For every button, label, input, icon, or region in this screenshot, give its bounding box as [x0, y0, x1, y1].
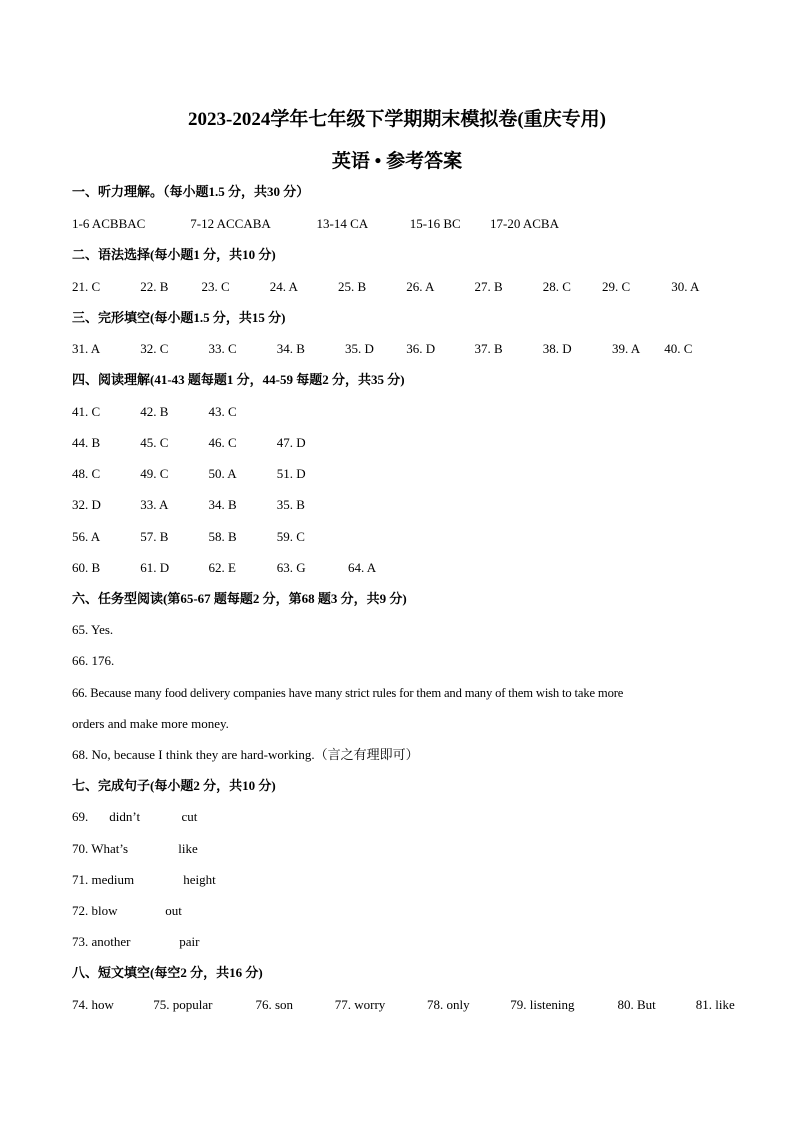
answer-item: 39. A [612, 341, 641, 356]
answer-item: 58. B [208, 529, 237, 544]
answer-word: 73. another [72, 934, 131, 949]
answer-item: 22. B [140, 279, 169, 294]
answer-68: 68. No, because I think they are hard-working.（言之有理即可） [72, 747, 419, 762]
answer-item: 81. like [695, 997, 735, 1012]
answer-item: 51. D [276, 466, 306, 481]
answer-word: like [178, 841, 198, 856]
answer-65: 65. Yes. [72, 622, 114, 637]
section-3-heading: 三、完形填空(每小题1.5 分，共15 分) [72, 310, 286, 325]
section-2-answers [72, 278, 734, 296]
answer-item: 35. D [345, 341, 374, 356]
answer-70 [72, 840, 734, 858]
answer-item: 40. C [664, 341, 693, 356]
answer-item: 64. A [348, 560, 377, 575]
answer-word: 71. medium [72, 872, 135, 887]
answer-item: 44. B [72, 435, 101, 450]
answer-item: 35. B [276, 497, 305, 512]
answer-item: 57. B [140, 529, 169, 544]
answer-item: 28. C [542, 279, 571, 294]
section-4-row [72, 403, 734, 421]
section-4-row [72, 496, 734, 514]
answer-number: 69. [72, 809, 89, 824]
answer-item: 34. B [208, 497, 237, 512]
answer-item: 47. D [276, 435, 306, 450]
answer-item: 23. C [201, 279, 230, 294]
answer-item: 32. C [140, 341, 169, 356]
answer-item: 45. C [140, 435, 169, 450]
page-subtitle: 英语 • 参考答案 [331, 151, 463, 172]
section-3-answers [72, 340, 734, 358]
section-4-row [72, 528, 734, 546]
answer-item: 15-16 BC [409, 216, 461, 231]
section-1-answers [72, 215, 734, 233]
answer-item: 29. C [602, 279, 631, 294]
answer-item: 33. C [208, 341, 237, 356]
answer-item: 32. D [72, 497, 101, 512]
answer-item: 59. C [276, 529, 305, 544]
answer-71 [72, 871, 734, 889]
answer-item: 24. A [269, 279, 298, 294]
answer-item: 31. A [72, 341, 101, 356]
answer-item: 63. G [276, 560, 306, 575]
answer-72 [72, 902, 734, 920]
answer-item: 49. C [140, 466, 169, 481]
answer-item: 7-12 ACCABA [190, 216, 271, 231]
answer-word: height [183, 872, 216, 887]
answer-item: 36. D [406, 341, 436, 356]
answer-item: 43. C [208, 404, 237, 419]
section-8-answers [72, 996, 734, 1014]
section-7-heading: 七、完成句子(每小题2 分，共10 分) [72, 778, 276, 793]
section-6-heading: 六、任务型阅读(第65-67 题每题2 分，第68 题3 分，共9 分) [72, 591, 407, 606]
answer-item: 56. A [72, 529, 101, 544]
answer-word: didn’t [109, 809, 141, 824]
answer-item: 60. B [72, 560, 101, 575]
answer-item: 30. A [671, 279, 700, 294]
answer-item: 77. worry [334, 997, 386, 1012]
answer-item: 33. A [140, 497, 169, 512]
answer-67-line-1: 66. Because many food delivery companies have many strict rules for them and many of them wish to take more [72, 686, 624, 700]
answer-item: 34. B [276, 341, 305, 356]
section-8-heading: 八、短文填空(每空2 分，共16 分) [72, 965, 263, 980]
section-4-heading: 四、阅读理解(41-43 题每题1 分，44-59 每题2 分，共35 分) [72, 372, 405, 387]
answer-item: 79. listening [510, 997, 575, 1012]
answer-item: 1-6 ACBBAC [72, 216, 146, 231]
answer-word: pair [179, 934, 200, 949]
answer-item: 42. B [140, 404, 169, 419]
answer-item: 62. E [208, 560, 236, 575]
answer-73 [72, 933, 734, 951]
answer-69 [72, 808, 734, 826]
answer-item: 21. C [72, 279, 101, 294]
answer-item: 46. C [208, 435, 237, 450]
answer-item: 41. C [72, 404, 101, 419]
answer-item: 38. D [542, 341, 572, 356]
answer-67-line-2: orders and make more money. [72, 716, 229, 731]
answer-item: 74. how [72, 997, 114, 1012]
answer-item: 50. A [208, 466, 237, 481]
section-4-row [72, 559, 734, 577]
answer-66: 66. 176. [72, 653, 115, 668]
answer-item: 76. son [255, 997, 294, 1012]
answer-item: 48. C [72, 466, 101, 481]
answer-item: 75. popular [153, 997, 213, 1012]
section-4-row [72, 434, 734, 452]
section-2-heading: 二、语法选择(每小题1 分，共10 分) [72, 247, 276, 262]
answer-item: 26. A [406, 279, 435, 294]
answer-word: out [165, 903, 182, 918]
answer-item: 78. only [427, 997, 470, 1012]
answer-word: cut [181, 809, 198, 824]
answer-word: 72. blow [72, 903, 118, 918]
answer-item: 17-20 ACBA [490, 216, 559, 231]
section-1-heading: 一、听力理解。（每小题1.5 分，共30 分） [72, 184, 310, 199]
answer-item: 37. B [474, 341, 503, 356]
page-title: 2023-2024学年七年级下学期期末模拟卷(重庆专用) [188, 109, 606, 130]
answer-item: 61. D [140, 560, 170, 575]
answer-item: 13-14 CA [316, 216, 369, 231]
answer-item: 80. But [617, 997, 656, 1012]
answer-item: 27. B [474, 279, 503, 294]
section-4-row [72, 465, 734, 483]
answer-item: 25. B [338, 279, 367, 294]
answer-word: 70. What’s [72, 841, 129, 856]
